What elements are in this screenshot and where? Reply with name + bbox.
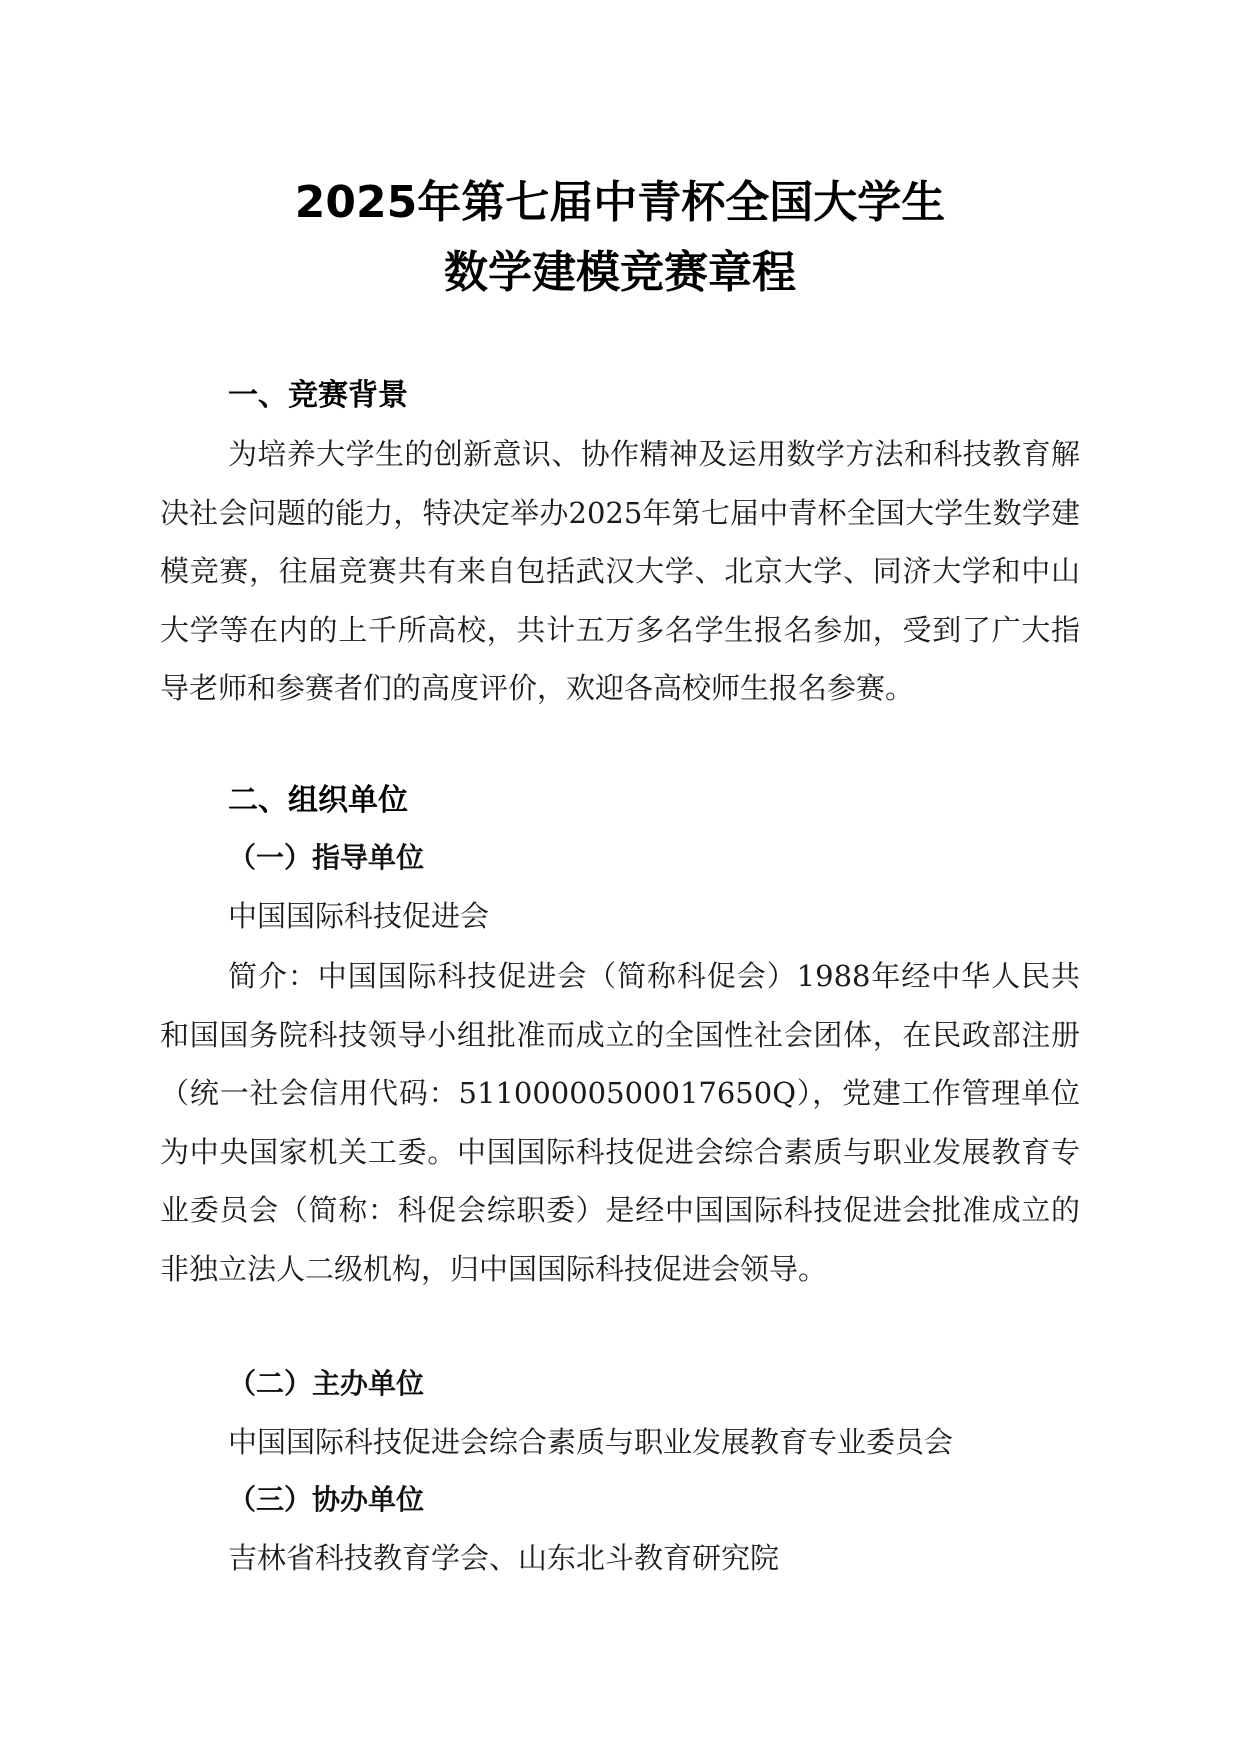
- section2-heading: 二、组织单位: [228, 783, 408, 818]
- co-organizer-names: 吉林省科技教育学会、山东北斗教育研究院: [228, 1541, 780, 1575]
- subsection3-heading: （三）协办单位: [228, 1483, 425, 1516]
- subsection2-heading: （二）主办单位: [228, 1367, 425, 1400]
- section1-paragraph: 为培养大学生的创新意识、协作精神及运用数学方法和科技教育解决社会问题的能力，特决定举办2025年第七届中青杯全国大学生数学建模竞赛，往届竞赛共有来自包括武汉大学、北京大学、同济大学和中山大学等在内的上千所高校，共计五万多名学生报名参加，受到了广大指导老师和参赛者们的高度评价，欢迎各高校师生报名参赛。: [160, 437, 1080, 706]
- document-title-line1: 2025年第七届中青杯全国大学生: [294, 177, 946, 228]
- guiding-org-intro: 简介：中国国际科技促进会（简称科促会）1988年经中华人民共和国国务院科技领导小组批准而成立的全国性社会团体，在民政部注册（统一社会信用代码：51100000500017650Q），党建工作管理单位为中央国家机关工委。中国国际科技促进会综合素质与职业发展教育专业委员会（简称：科促会综职委）是经中国国际科技促进会批准成立的非独立法人二级机构，归中国国际科技促进会领导。: [160, 959, 1080, 1286]
- host-org-name: 中国国际科技促进会综合素质与职业发展教育专业委员会: [228, 1425, 954, 1459]
- guiding-org-name: 中国国际科技促进会: [228, 899, 490, 933]
- section1-heading: 一、竞赛背景: [228, 378, 408, 413]
- subsection1-heading: （一）指导单位: [228, 841, 425, 874]
- document-title-line2: 数学建模竞赛章程: [444, 247, 796, 298]
